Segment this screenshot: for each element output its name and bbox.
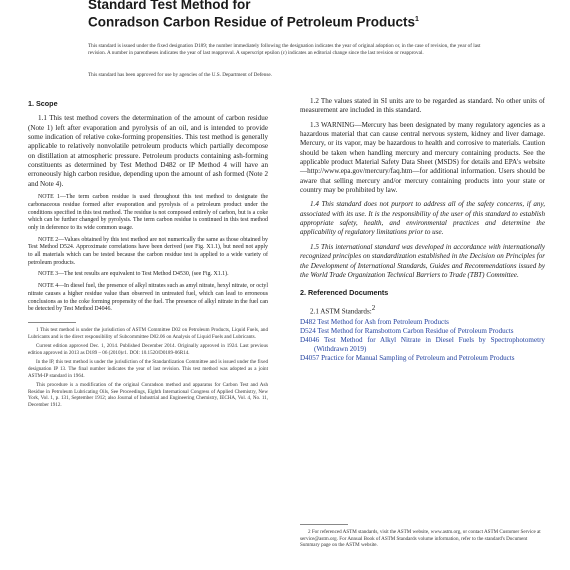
footnote-ip: In the IP, this test method is under the jurisdiction of the Standardization Committee and is issued under the fixed designation IP 13. The final number indicates the year of last revision. This test method was adopted as a joint ASTM-IP standard in 1964. [28,359,268,379]
reference-title-link[interactable]: Test Method for Ramsbottom Carbon Residue of Petroleum Products [317,327,514,336]
astm-standards-footnote-mark: 2 [371,303,376,312]
footnote-1: 1 This test method is under the jurisdiction of ASTM Committee D02 on Petroleum Products, Liquid Fuels, and Lubricants and is the direct responsibility of Subcommittee D02.06 on Analysis of Liquid Fuels and Lubricants. [28,326,268,340]
note-4: NOTE 4—In diesel fuel, the presence of alkyl nitrates such as amyl nitrate, hexyl nitrate, or octyl nitrate causes a higher residue value than observed in untreated fuel, which can lead to erroneous conclusions as to the coke forming propensity of the fuel. The presence of alkyl nitrate in the fuel can be detected by Test Method D4046. [28,283,268,313]
reference-title-link[interactable]: Practice for Manual Sampling of Petroleum and Petroleum Products [321,354,515,363]
reference-code-link[interactable]: D4057 [300,354,320,363]
title-line-1: Standard Test Method for [88,0,251,12]
note-3: NOTE 3—The test results are equivalent to Test Method D4530, (see Fig. X1.1). [38,271,229,278]
footnote-edition: Current edition approved Dec. 1, 2014. Published December 2014. Originally approved in 1924. Last previous edition approved in 2013 as D189 – 06 (2010)ε1. DOI: 10.1520/D0189-06R14. [28,343,268,356]
astm-standards-label: 2.1 ASTM Standards: [310,306,372,315]
reference-code-link[interactable]: D482 [300,318,316,327]
note-1: NOTE 1—The term carbon residue is used throughout this test method to designate the carbonaceous residue formed after evaporation and pyrolysis of a petroleum product under the conditions specified in this test method. The residue is not composed entirely of carbon, but is a coke which can be further changed by pyrolysis. The term carbon residue is continued in this test method only in deference to its wide common usage. [28,194,268,231]
reference-item [300,354,545,363]
paragraph-1-5: 1.5 This international standard was developed in accordance with internationally recognized principles on standardization established in the Decision on Principles for the Development of International Standards, Guides and Recommendations issued by the World Trade Organization Technical Barriers to Trade (TBT) Committee. [300,242,545,279]
right-column [300,97,545,363]
reference-code-link[interactable]: D4046 [300,336,320,345]
paragraph-1-4: 1.4 This standard does not purport to address all of the safety concerns, if any, associated with its use. It is the responsibility of the user of this standard to establish appropriate safety, health, and environmental practices and determine the applicability of regulatory limitations prior to use. [300,200,545,237]
scope-heading: 1. Scope [28,99,58,108]
reference-title-link[interactable]: Test Method for Ash from Petroleum Products [317,318,449,327]
footnote-rule [28,322,76,323]
footnote-rule-right [300,524,348,525]
paragraph-1-2: 1.2 The values stated in SI units are to be regarded as standard. No other units of measurement are included in this standard. [300,97,545,115]
reference-title-link[interactable]: Test Method for Alkyl Nitrate in Diesel Fuels by Spectrophotometry (Withdrawn 2019) [314,336,545,354]
title-line-2 [88,12,558,30]
reference-code-link[interactable]: D524 [300,327,316,336]
note-2: NOTE 2—Values obtained by this test method are not numerically the same as those obtained by Test Method D524. Approximate correlations have been derived (see Fig. X1.1), but need not apply to all materials which can be tested because the carbon residue test is applied to a wide variety of petroleum products. [28,236,268,266]
designation-note: This standard is issued under the fixed designation D189; the number immediately following the designation indicates the year of original adoption or, in the case of revision, the year of last revision. A number in parentheses indicates the year of last reapproval. A superscript epsilon (ε) indicates an editorial change since the last revision or reapproval. [88,43,481,56]
title-footnote-mark: 1 [415,16,419,23]
referenced-documents-heading: 2. Referenced Documents [300,288,389,298]
footnote-procedure: This procedure is a modification of the original Conradson method and apparatus for Carbon Test and Ash Residue in Petroleum Lubricating Oils, See Proceedings, Eighth International Congress of Applied Chemistry, New York, Vol. 1, p. 131, September 1912; also Journal of Industrial and Engineering Chemistry, IECHA, Vol. 4, No. 11, December 1912. [28,382,268,408]
title-text: Conradson Carbon Residue of Petroleum Products [88,14,416,30]
footnote-2: 2 For referenced ASTM standards, visit the ASTM website, www.astm.org, or contact ASTM Customer Service at service@astm.org. For Annual Book of ASTM Standards volume information, refer to the standard's Document Summary page on the ASTM website. [300,529,541,549]
left-column [28,97,268,411]
reference-list [300,318,545,363]
title-block [88,0,558,30]
right-footnote-area [300,524,545,552]
reference-item [300,327,545,336]
reference-item [300,318,545,327]
approval-note: This standard has been approved for use by agencies of the U.S. Department of Defense. [88,72,272,78]
paragraph-1-1: 1.1 This test method covers the determination of the amount of carbon residue (Note 1) left after evaporation and pyrolysis of an oil, and is intended to provide some indication of relative coke-forming propensities. This test method is generally applicable to relatively nonvolatile petroleum products which partially decompose on distillation at atmospheric pressure. Petroleum products containing ash-forming constituents as determined by Test Method D482 or IP Method 4 will have an erroneously high carbon residue, depending upon the amount of ash formed (Note 2 and Note 4). [28,114,268,188]
paragraph-1-3: 1.3 WARNING—Mercury has been designated by many regulatory agencies as a hazardous material that can cause central nervous system, kidney and liver damage. Mercury, or its vapor, may be hazardous to health and corrosive to materials. Caution should be taken when handling mercury and mercury containing products. See the applicable product Material Safety Data Sheet (MSDS) for details and EPA's website—http://www.epa.gov/mercury/faq.htm—for additional information. Users should be aware that selling mercury and/or mercury containing products into your state or country may be prohibited by law. [300,120,545,195]
astm-standards-intro [300,304,545,317]
reference-item [300,336,545,354]
